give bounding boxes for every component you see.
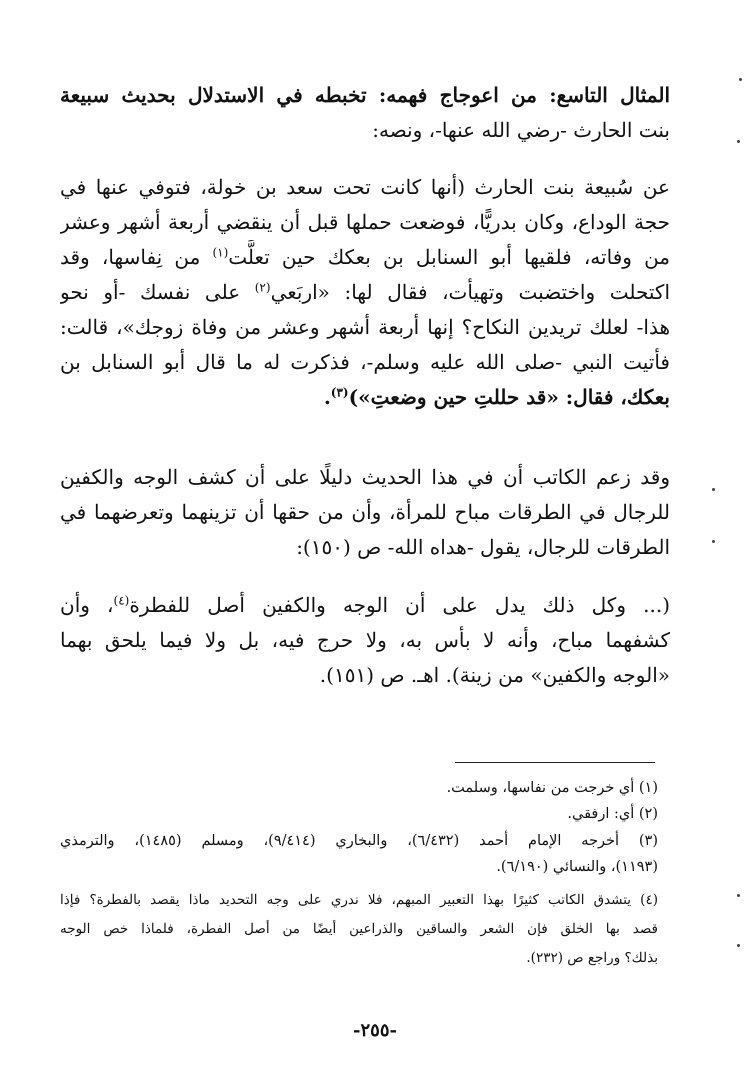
scan-speck [712,540,715,543]
page-number: -٢٥٥- [353,1020,397,1041]
paragraph-claim [60,460,670,565]
paragraph-line: (... وكل ذلك يدل على أن الوجه والكفين أصل للفطرة$^{(٤)}$، وأن [60,593,670,617]
paragraph-line: اكتحلت واختضبت وتهيأت، فقال لها: «اربَعي$^{(٢)}$ على نفسك -أو نحو [60,280,670,304]
footnote-4 [60,886,658,973]
paragraph-example-nine [60,78,670,148]
paragraph-line: الطرقات للرجال، يقول -هداه الله- ص (١٥٠): [296,535,670,559]
paragraph-line: هذا- لعلك تريدين النكاح؟ إنها أربعة أشهر وعشر من وفاة زوجك»، قالت: [60,315,670,339]
footnote-line: بذلك؟ وراجع ص (٢٣٢). [526,950,658,966]
paragraph-line: كشفهما مباح، وأنه لا بأس به، ولا حرج فيه، بل ولا فيما يلحق بهما [60,628,670,652]
footnote-1 [60,775,658,801]
scan-speck [737,894,740,897]
paragraph-line: للرجال في الطرقات مباح للمرأة، وأن من حقها أن تزينهما وتعرضهما في [60,500,670,524]
paragraph-line: بنت الحارث -رضي الله عنها-، ونصه: [372,118,670,142]
paragraph-quotation [60,588,670,693]
scan-speck [737,140,740,143]
footnote-line: (٤) يتشدق الكاتب كثيرًا بهذا التعبير المبهم، فلا ندري على وجه التحديد ماذا يقصد بالفطرة؟ فإذا [60,892,658,908]
scan-speck [737,944,740,947]
footnote-ref-1: (١) [212,245,229,260]
footnote-line: (٢) أي: ارفقي. [567,806,658,822]
paragraph-line: عن سُبيعة بنت الحارث (أنها كانت تحت سعد بن خولة، فتوفي عنها في [60,175,670,199]
footnote-separator [455,762,655,763]
footnote-2 [60,801,658,827]
footnote-line: قصد بها الخلق فإن الشعر والساقين والذراعين أيضًا من أصل الفطرة، فلماذا خص الوجه [60,921,658,937]
footnote-line: (١١٩٣)، والنسائي (٦/١٩٠). [496,859,658,875]
footnote-line: (٣) أخرجه الإمام أحمد (٦/٤٣٢)، والبخاري (٩/٤١٤)، ومسلم (١٤٨٥)، والترمذي [60,833,658,849]
footnote-ref-3: (٣) [330,385,349,400]
paragraph-hadith [60,170,670,415]
paragraph-line: بعكك، فقال: «قد حللتِ حين وضعتِ»)$^{(٣)}$. [323,385,670,409]
paragraph-line: حجة الوداع، وكان بدريًّا، فوضعت حملها قبل أن ينقضي أربعة أشهر وعشر [60,210,670,234]
paragraph-line: فأتيت النبي -صلى الله عليه وسلم-، فذكرت له ما قال أبو السنابل بن [60,350,670,374]
paragraph-line: المثال التاسع: من اعوجاج فهمه: تخبطه في الاستدلال بحديث سبيعة [60,83,670,107]
paragraph-line: «الوجه والكفين» من زينة). اهـ. ص (١٥١). [319,663,670,687]
footnote-ref-2: (٢) [254,280,271,295]
paragraph-line: من وفاته، فلقيها أبو السنابل بن بعكك حين تعلَّت$^{(١)}$ من نِفاسها، وقد [60,245,670,269]
paragraph-line: وقد زعم الكاتب أن في هذا الحديث دليلًا على أن كشف الوجه والكفين [60,465,670,489]
footnote-line: (١) أي خرجت من نفاسها، وسلمت. [446,780,658,796]
footnote-ref-4: (٤) [113,593,130,608]
scan-speck [739,78,742,81]
scan-speck [712,488,715,491]
footnote-3 [60,828,658,880]
